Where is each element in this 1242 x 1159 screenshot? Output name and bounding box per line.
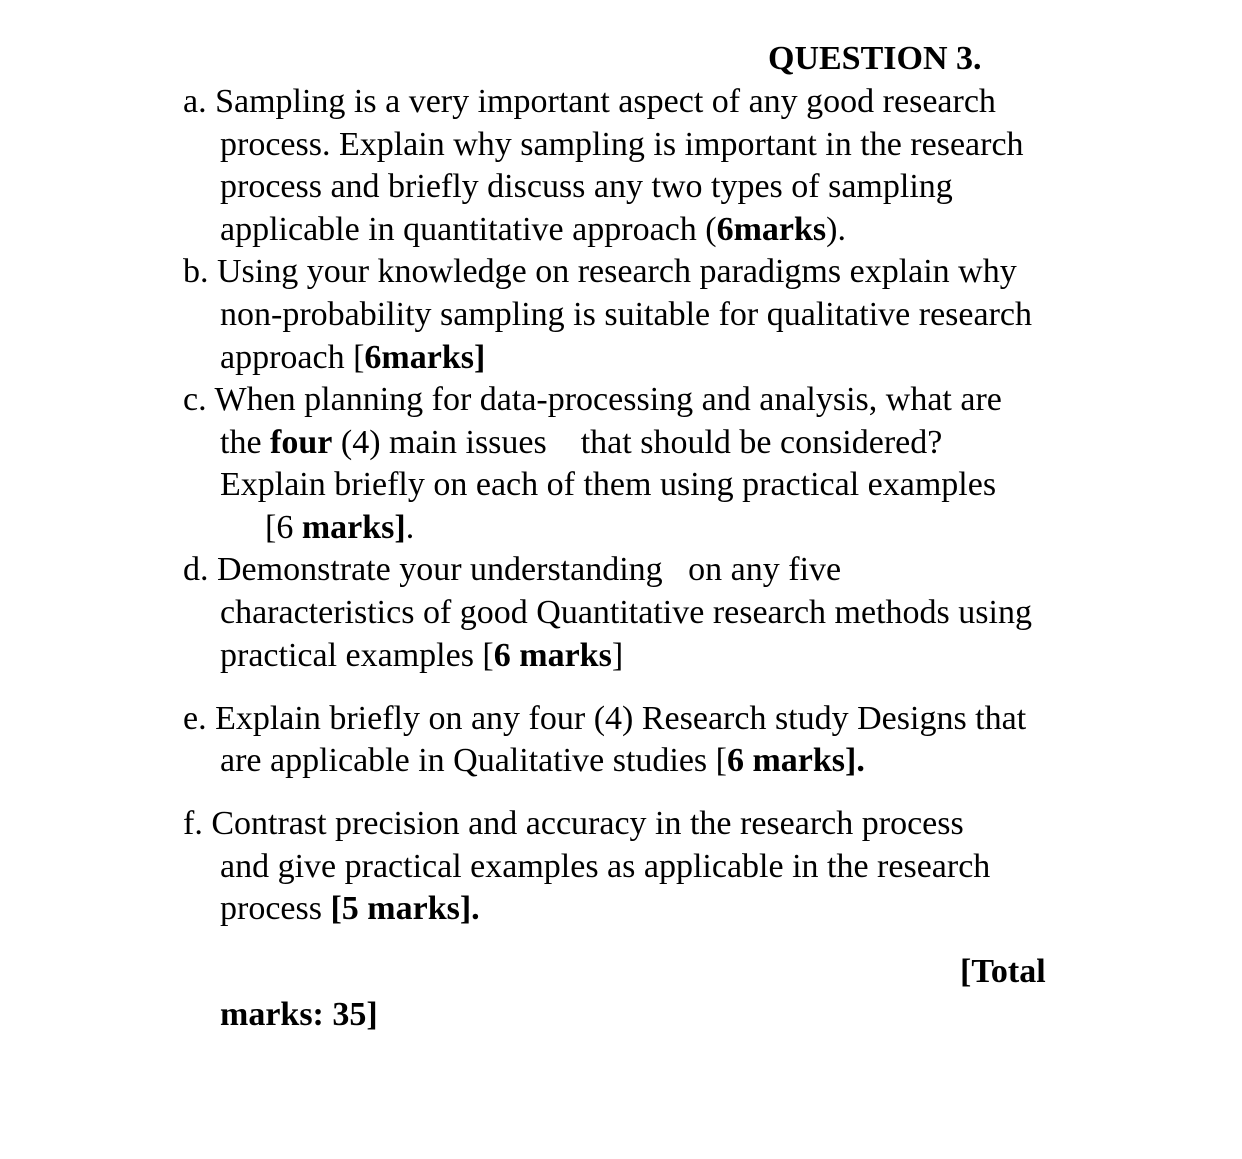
question-a-line-4-end: ). <box>826 211 846 248</box>
total-marks-label <box>960 951 1046 993</box>
question-a-line-1: a. Sampling is a very important aspect of any good research <box>183 83 996 120</box>
question-a-line-4 <box>220 209 846 251</box>
question-d-line-1: d. Demonstrate your understanding on any five <box>183 551 842 588</box>
question-f-line-3 <box>220 888 480 930</box>
question-c-line-2-end: (4) main issues that should be considered? <box>332 424 943 461</box>
question-d-line-3 <box>220 635 623 677</box>
total-marks-value <box>220 994 378 1036</box>
question-d-line-2: characteristics of good Quantitative research methods using <box>220 594 1032 631</box>
question-a-marks: 6marks <box>716 211 827 248</box>
question-d-line-3-end: ] <box>611 637 624 674</box>
question-e-line-1: e. Explain briefly on any four (4) Research study Designs that <box>183 700 1027 737</box>
question-f-marks: [5 marks]. <box>330 890 480 927</box>
question-a-line-4-text: applicable in quantitative approach ( <box>220 211 717 248</box>
question-title: QUESTION 3. <box>768 40 982 77</box>
total-marks-part-1: [Total <box>960 953 1046 990</box>
question-c-four: four <box>270 424 333 461</box>
question-c-line-1: c. When planning for data-processing and analysis, what are <box>183 381 1002 418</box>
question-c-marks: marks] <box>301 509 406 546</box>
question-a-line-3: process and briefly discuss any two types of sampling <box>220 168 953 205</box>
question-b-marks: 6marks] <box>364 339 486 376</box>
question-c-line-4 <box>265 507 414 549</box>
question-d-line-3-text: practical examples [ <box>220 637 494 674</box>
question-b-line-1: b. Using your knowledge on research paradigms explain why <box>183 253 1017 290</box>
question-b-line-3-text: approach [ <box>220 339 365 376</box>
question-a-line-2: process. Explain why sampling is important in the research <box>220 126 1024 163</box>
question-c-line-4-end: . <box>405 509 415 546</box>
question-c-line-3: Explain briefly on each of them using practical examples <box>220 466 997 503</box>
question-f-line-1: f. Contrast precision and accuracy in the research process <box>183 805 964 842</box>
question-b-line-2: non-probability sampling is suitable for qualitative research <box>220 296 1032 333</box>
question-e-line-2-text: are applicable in Qualitative studies [ <box>220 742 727 779</box>
question-f-line-2: and give practical examples as applicable in the research <box>220 848 991 885</box>
question-c-line-4-start: [6 <box>265 509 302 546</box>
question-e-line-2 <box>220 740 865 782</box>
question-d-marks: 6 marks <box>493 637 612 674</box>
question-c-line-2-start: the <box>220 424 271 461</box>
question-e-marks: 6 marks]. <box>726 742 865 779</box>
question-c-line-2 <box>220 422 942 464</box>
total-marks-part-2: marks: 35] <box>220 996 378 1033</box>
question-f-line-3-text: process <box>220 890 331 927</box>
question-b-line-3 <box>220 337 485 379</box>
